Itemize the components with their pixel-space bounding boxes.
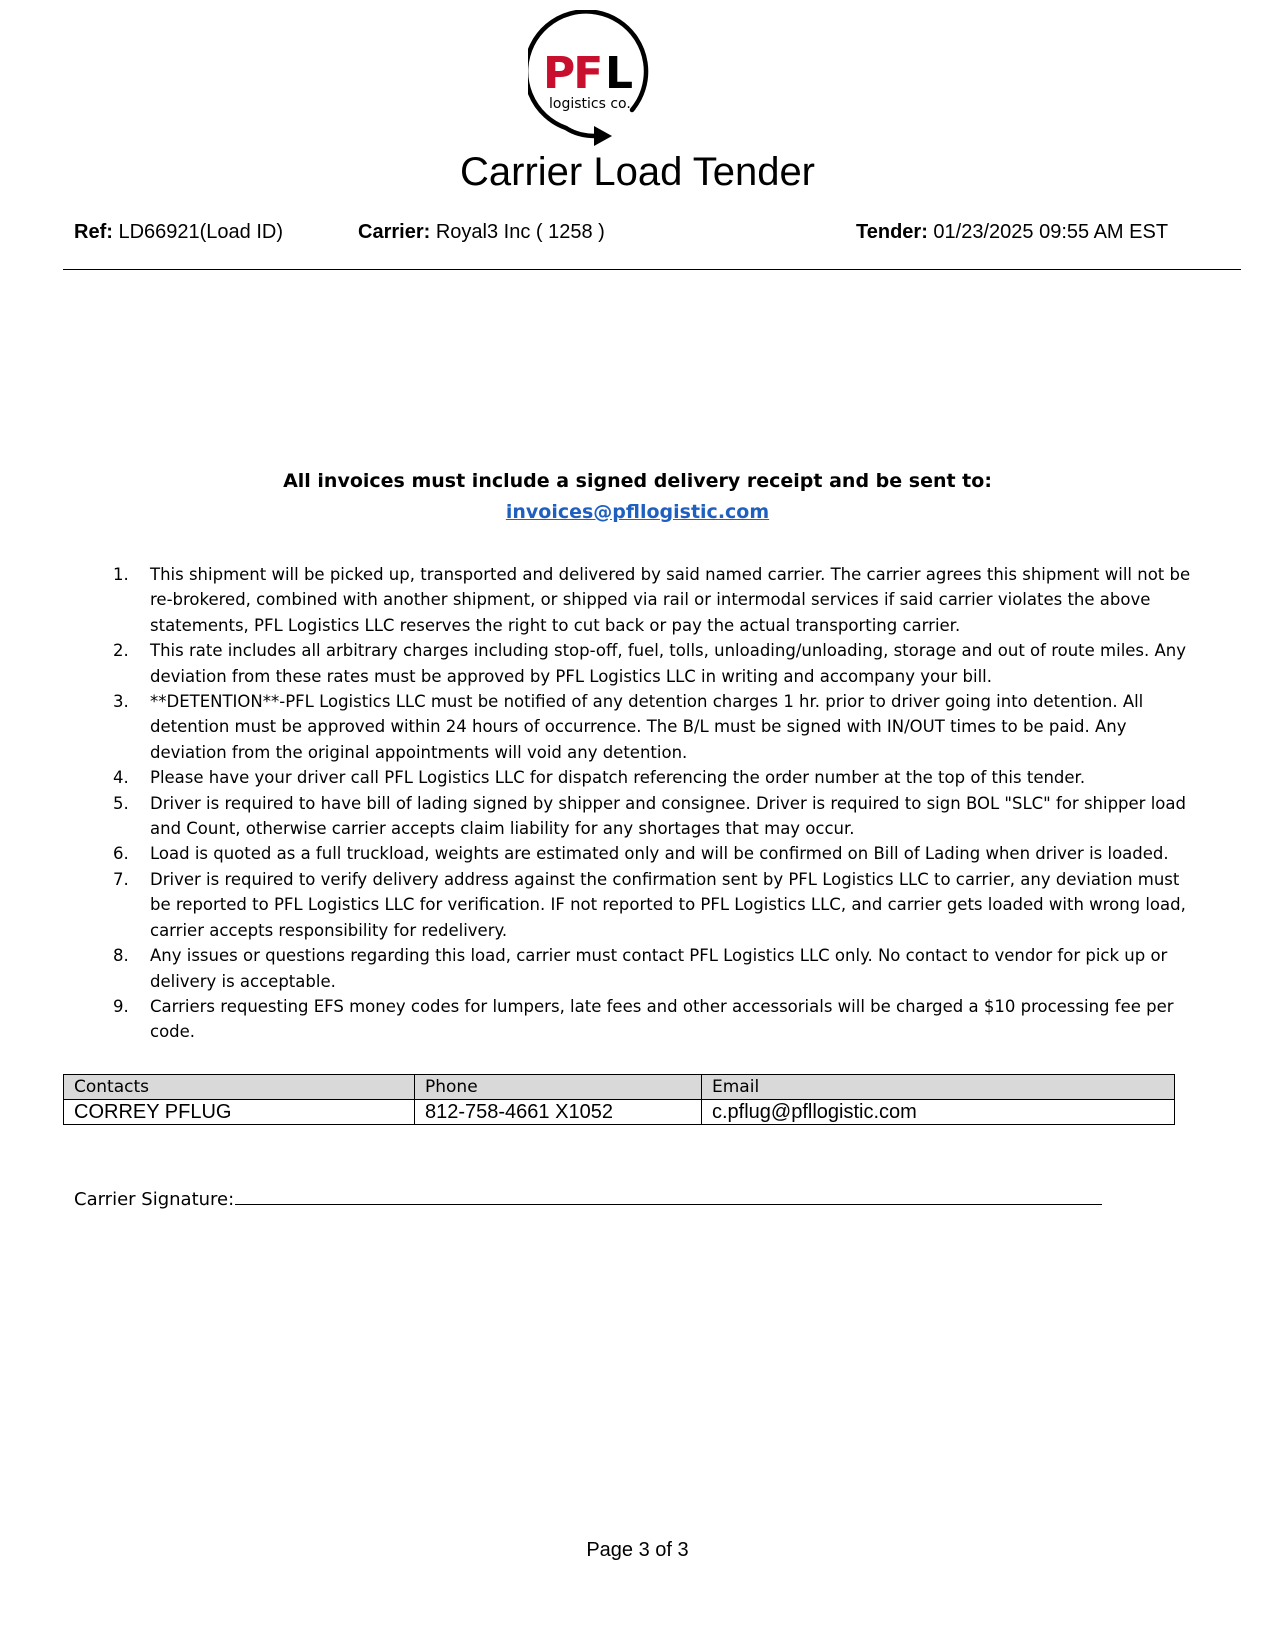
contact-email-cell: c.pflug@pfllogistic.com bbox=[702, 1100, 1175, 1125]
table-row bbox=[64, 1100, 1175, 1125]
contacts-table bbox=[63, 1074, 1175, 1125]
term-text: **DETENTION**-PFL Logistics LLC must be notified of any detention charges 1 hr. prior to driver going into detention. All detention must be approved within 24 hours of occurrence. The B/L must be signed with IN/OUT times to be paid. Any deviation from the original appointments will void any detention. bbox=[150, 692, 1144, 762]
phone-column-header: Phone bbox=[415, 1075, 702, 1100]
email-column-header: Email bbox=[702, 1075, 1175, 1100]
term-number: 2. bbox=[113, 641, 129, 661]
term-number: 8. bbox=[113, 946, 129, 966]
page-number: Page 3 of 3 bbox=[586, 1539, 689, 1561]
term-item bbox=[110, 689, 1192, 765]
term-text: Carriers requesting EFS money codes for lumpers, late fees and other accessorials will be charged a $10 processing fee per code. bbox=[150, 996, 1174, 1042]
pfl-logistics-logo bbox=[528, 10, 668, 150]
invoice-email-link[interactable]: invoices@pfllogistic.com bbox=[505, 501, 770, 523]
signature-line[interactable] bbox=[235, 1186, 1102, 1205]
term-text: Driver is required to have bill of lading signed by shipper and consignee. Driver is required to sign BOL "SLC" for shipper load and Count, otherwise carrier accepts claim liability for any shortages that may occur. bbox=[150, 793, 1186, 839]
carrier-value: Royal3 Inc ( 1258 ) bbox=[435, 221, 605, 243]
term-item bbox=[110, 867, 1192, 943]
tender-label: Tender: bbox=[856, 221, 928, 243]
contacts-column-header: Contacts bbox=[64, 1075, 415, 1100]
term-text: Load is quoted as a full truckload, weights are estimated only and will be confirmed on Bill of Lading when driver is loaded. bbox=[150, 844, 1169, 864]
signature-label: Carrier Signature: bbox=[74, 1189, 235, 1210]
term-item bbox=[110, 791, 1192, 842]
term-number: 3. bbox=[113, 692, 129, 712]
term-text: Any issues or questions regarding this load, carrier must contact PFL Logistics LLC only. No contact to vendor for pick up or delivery is acceptable. bbox=[150, 946, 1168, 991]
term-text: This shipment will be picked up, transported and delivered by said named carrier. The carrier agrees this shipment will not be re-brokered, combined with another shipment, or shipped via rail or intermodal services if said carrier violates the above statements, PFL Logistics LLC reserves the right to cut back or pay the actual transporting carrier. bbox=[150, 565, 1191, 635]
terms-list bbox=[110, 562, 1192, 1045]
carrier-info bbox=[358, 220, 605, 244]
term-number: 6. bbox=[113, 844, 129, 864]
term-number: 7. bbox=[113, 869, 129, 889]
svg-text:PF: PF bbox=[543, 48, 602, 99]
term-item bbox=[110, 638, 1192, 689]
term-item bbox=[110, 994, 1192, 1045]
term-number: 5. bbox=[113, 793, 129, 813]
term-text: Driver is required to verify delivery address against the confirmation sent by PFL Logistics LLC to carrier, any deviation must be reported to PFL Logistics LLC for verification. IF not reported to PFL Logistics LLC, and carrier gets loaded with wrong load, carrier accepts responsibility for redelivery. bbox=[150, 869, 1186, 940]
term-item bbox=[110, 562, 1192, 638]
term-number: 9. bbox=[113, 996, 129, 1016]
term-item bbox=[110, 765, 1192, 790]
contact-name-cell: CORREY PFLUG bbox=[64, 1100, 415, 1125]
contact-phone-cell: 812-758-4661 X1052 bbox=[415, 1100, 702, 1125]
term-number: 1. bbox=[113, 565, 129, 584]
term-text: Please have your driver call PFL Logistics LLC for dispatch referencing the order number at the top of this tender. bbox=[150, 768, 1086, 788]
ref-value: LD66921(Load ID) bbox=[118, 221, 284, 243]
svg-text:L: L bbox=[605, 48, 634, 99]
carrier-signature-block bbox=[74, 1186, 1102, 1212]
term-item bbox=[110, 943, 1192, 994]
carrier-label: Carrier: bbox=[358, 221, 431, 243]
header-divider bbox=[63, 269, 1241, 270]
tender-info bbox=[856, 220, 1168, 244]
logo-graphic bbox=[528, 10, 668, 150]
tender-value: 01/23/2025 09:55 AM EST bbox=[933, 221, 1169, 243]
reference-info bbox=[74, 220, 283, 244]
svg-text:logistics co.: logistics co. bbox=[549, 96, 631, 112]
page-title: Carrier Load Tender bbox=[459, 150, 816, 194]
ref-label: Ref: bbox=[74, 221, 113, 243]
term-text: This rate includes all arbitrary charges including stop-off, fuel, tolls, unloading/unloading, storage and out of route miles. Any deviation from these rates must be approved by PFL Logistics LLC in writing and accompany your bill. bbox=[150, 641, 1187, 686]
term-number: 4. bbox=[113, 768, 129, 788]
invoice-heading: All invoices must include a signed delivery receipt and be sent to: bbox=[283, 470, 992, 492]
term-item bbox=[110, 841, 1192, 866]
table-header-row bbox=[64, 1075, 1175, 1100]
